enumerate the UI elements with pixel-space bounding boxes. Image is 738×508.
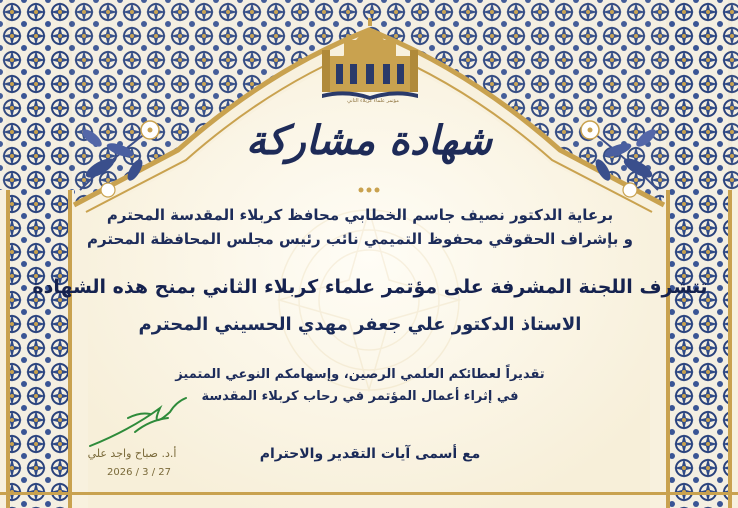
signer-name: أ.د. صباح واجد علي [87, 447, 177, 460]
appreciation-line-2: في إثراء أعمال المؤتمر في رحاب كربلاء المقدسة [201, 389, 519, 404]
appreciation-line-1: تقديراً لعطائكم العلمي الرصين، وإسهامكم النوعي المتميز [175, 367, 545, 382]
logo-caption: مؤتمر علماء كربلاء الثاني [347, 98, 399, 104]
patron-line: برعاية الدكتور نصيف جاسم الخطابي محافظ كربلاء المقدسة المحترم [106, 206, 614, 224]
certificate-title: شهادة مشاركة [246, 117, 492, 164]
supervision-line: و بإشراف الحقوقي محفوظ التميمي نائب رئيس مجلس المحافظة المحترم [87, 230, 633, 248]
honor-line: تتشرف اللجنة المشرفة على مؤتمر علماء كربلاء الثاني بمنح هذه الشهادة [32, 276, 708, 298]
recipient-name: الاستاذ الدكتور علي جعفر مهدي الحسيني المحترم [138, 314, 582, 335]
closing-line: مع أسمى آيات التقدير والاحترام [259, 446, 481, 462]
signature-date: 2026 / 3 / 27 [107, 467, 171, 478]
